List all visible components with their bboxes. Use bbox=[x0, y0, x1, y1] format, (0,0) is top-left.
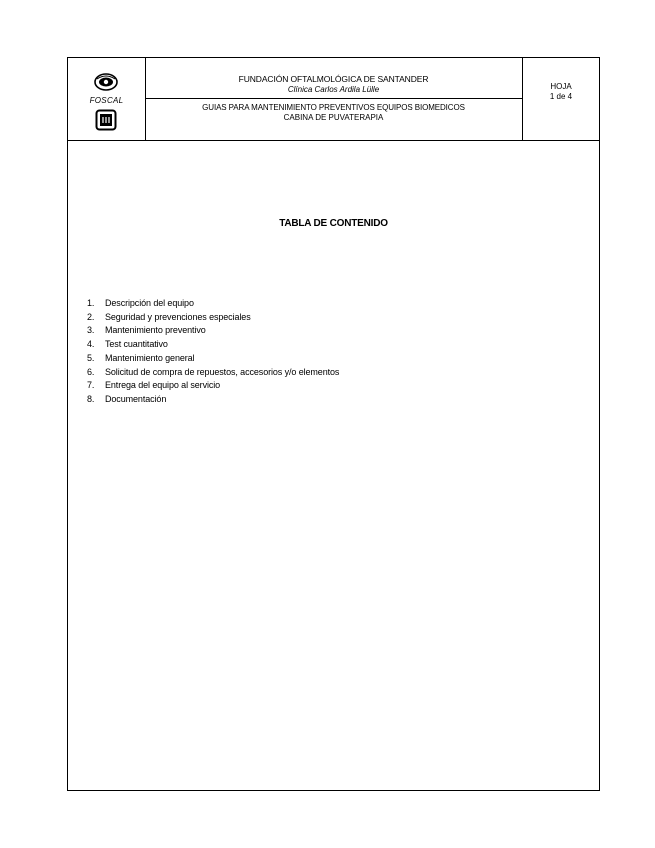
sheet-number: 1 de 4 bbox=[549, 92, 573, 101]
guide-title: GUIAS PARA MANTENIMIENTO PREVENTIVOS EQUIPOS BIOMEDICOS bbox=[202, 103, 465, 112]
toc-item bbox=[87, 311, 339, 325]
toc-item bbox=[87, 393, 339, 407]
toc-item bbox=[87, 379, 339, 393]
guide-block bbox=[145, 99, 522, 140]
toc-item-label: Mantenimiento preventivo bbox=[105, 325, 206, 336]
clinic-emblem-logo bbox=[95, 109, 117, 131]
logo-cell bbox=[68, 58, 146, 140]
document-header bbox=[68, 58, 599, 141]
toc-title: TABLA DE CONTENIDO bbox=[279, 218, 388, 229]
institution-name: FUNDACIÓN OFTALMOLÓGICA DE SANTANDER bbox=[238, 74, 429, 84]
toc-item bbox=[87, 352, 339, 366]
logo-text: FOSCAL bbox=[89, 96, 124, 105]
toc-item-label: Descripción del equipo bbox=[105, 298, 194, 308]
toc-item-number: 6. bbox=[87, 366, 95, 377]
equipment-name: CABINA DE PUVATERAPIA bbox=[283, 113, 384, 122]
toc-item-number: 5. bbox=[87, 352, 95, 363]
toc-item-number: 7. bbox=[87, 380, 95, 391]
toc-item-number: 2. bbox=[87, 311, 95, 322]
clinic-name: Clínica Carlos Ardila Lülle bbox=[287, 85, 380, 94]
toc-item bbox=[87, 366, 339, 380]
sheet-cell bbox=[523, 58, 599, 140]
toc-item-label: Entrega del equipo al servicio bbox=[105, 380, 221, 391]
toc-item-number: 1. bbox=[87, 298, 95, 308]
institution-block bbox=[145, 58, 522, 99]
toc-item bbox=[87, 338, 339, 352]
toc-item-label: Test cuantitativo bbox=[105, 339, 168, 350]
toc-item-number: 4. bbox=[87, 339, 95, 350]
toc-item bbox=[87, 297, 339, 311]
toc-item bbox=[87, 324, 339, 338]
document-page bbox=[67, 57, 600, 791]
toc-item-number: 3. bbox=[87, 325, 95, 336]
toc-item-label: Solicitud de compra de repuestos, accesorios y/o elementos bbox=[105, 366, 340, 377]
toc-item-label: Seguridad y prevenciones especiales bbox=[105, 311, 251, 322]
foscal-eye-logo bbox=[94, 72, 118, 92]
title-cell bbox=[145, 58, 523, 140]
sheet-label: HOJA bbox=[550, 82, 572, 91]
toc-item-label: Documentación bbox=[105, 393, 167, 404]
toc-item-number: 8. bbox=[87, 393, 95, 404]
toc-list bbox=[87, 297, 339, 407]
toc-item-label: Mantenimiento general bbox=[105, 352, 195, 363]
